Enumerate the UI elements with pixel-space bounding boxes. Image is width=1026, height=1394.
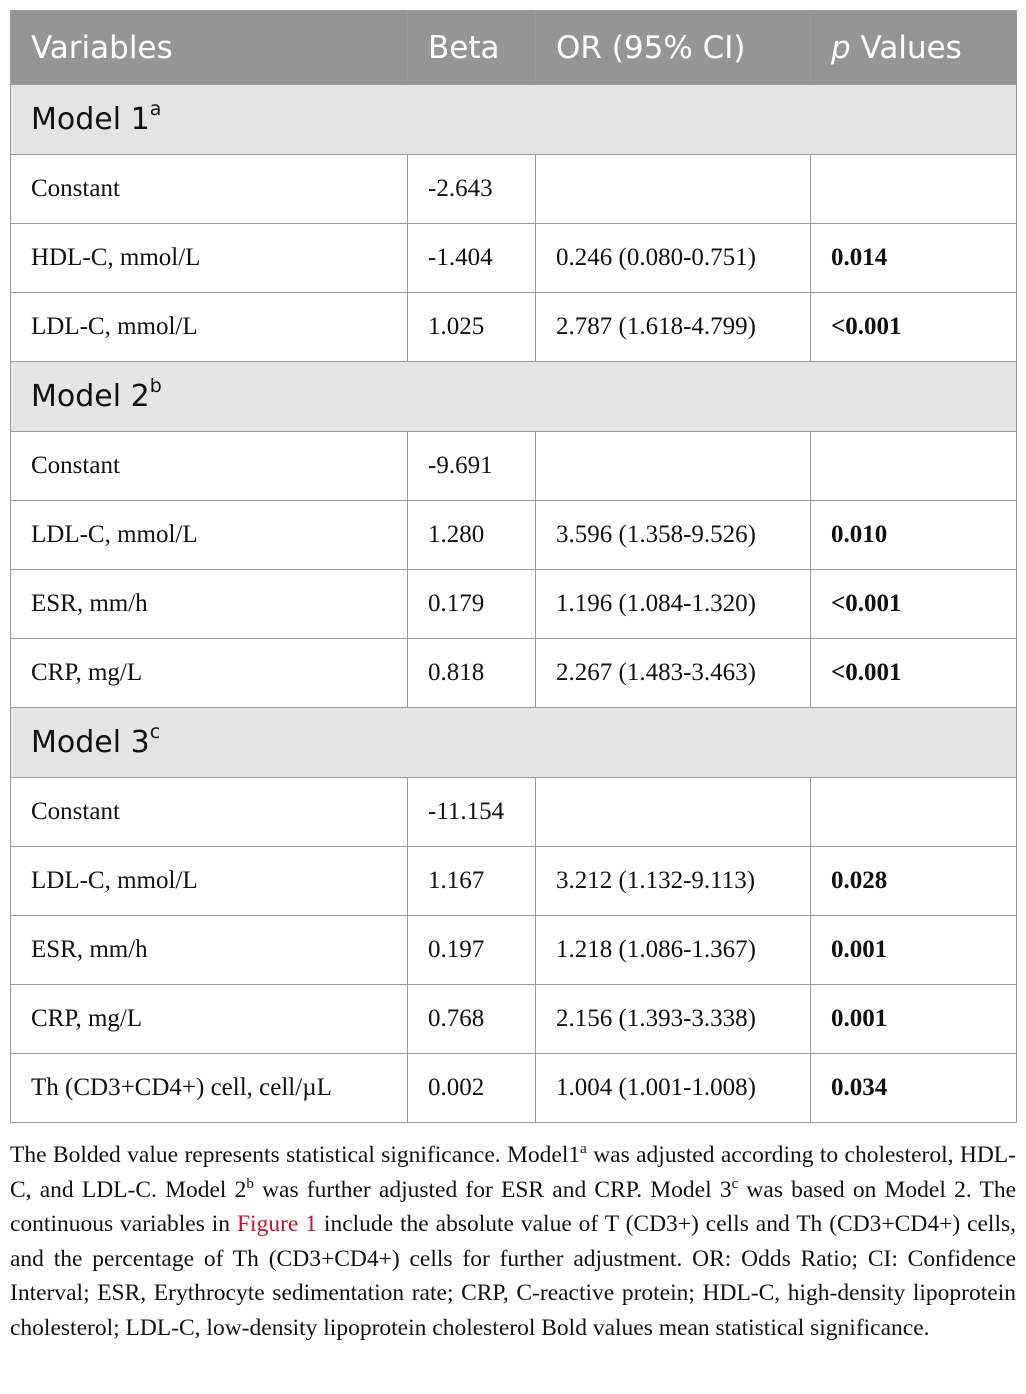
beta-cell: 0.002: [408, 1054, 536, 1123]
variable-cell: ESR, mm/h: [11, 570, 408, 639]
table-row: [11, 155, 1017, 224]
or-cell: 0.246 (0.080-0.751): [536, 224, 811, 293]
p-value-cell: 0.010: [811, 501, 1017, 570]
or-cell: 1.218 (1.086-1.367): [536, 916, 811, 985]
p-value-cell: 0.034: [811, 1054, 1017, 1123]
table-row: [11, 501, 1017, 570]
variable-cell: HDL-C, mmol/L: [11, 224, 408, 293]
model-3-label: Model 3$^c$: [11, 708, 1017, 778]
model-3-row: [11, 708, 1017, 778]
p-value-cell: [811, 155, 1017, 224]
model-1-label: Model 1$^a$: [11, 85, 1017, 155]
or-cell: 3.212 (1.132-9.113): [536, 847, 811, 916]
variable-cell: LDL-C, mmol/L: [11, 293, 408, 362]
or-cell: 1.004 (1.001-1.008): [536, 1054, 811, 1123]
or-cell: 2.267 (1.483-3.463): [536, 639, 811, 708]
regression-table-container: [10, 10, 1016, 1123]
table-row: [11, 432, 1017, 501]
p-value-cell: <0.001: [811, 570, 1017, 639]
beta-cell: 0.197: [408, 916, 536, 985]
p-value-cell: 0.014: [811, 224, 1017, 293]
table-footnote: The Bolded value represents statistical significance. Model1$^a$ was adjusted according to cholesterol, HDL-C, and LDL-C. Model 2$^b$ was further adjusted for ESR and CRP. Model 3$^c$ was based on Model 2. The continuous variables in Figure 1 include the absolute value of T (CD3+) cells and Th (CD3+CD4+) cells, and the percentage of Th (CD3+CD4+) cells for further adjustment. OR: Odds Ratio; CI: Confidence Interval; ESR, Erythrocyte sedimentation rate; CRP, C-reactive protein; HDL-C, high-density lipoprotein cholesterol; LDL-C, low-density lipoprotein cholesterol Bold values mean statistical significance.: [10, 1141, 1017, 1341]
table-row: [11, 1054, 1017, 1123]
header-variables: Variables: [11, 11, 408, 85]
regression-table: [10, 10, 1017, 1123]
table-row: [11, 639, 1017, 708]
header-p-letter: p: [831, 29, 851, 66]
beta-cell: 0.818: [408, 639, 536, 708]
beta-cell: 0.768: [408, 985, 536, 1054]
p-value-cell: 0.028: [811, 847, 1017, 916]
table-row: [11, 293, 1017, 362]
beta-cell: 1.167: [408, 847, 536, 916]
or-cell: [536, 432, 811, 501]
beta-cell: 1.280: [408, 501, 536, 570]
beta-cell: -11.154: [408, 778, 536, 847]
beta-cell: 0.179: [408, 570, 536, 639]
table-row: [11, 847, 1017, 916]
variable-cell: ESR, mm/h: [11, 916, 408, 985]
or-cell: 1.196 (1.084-1.320): [536, 570, 811, 639]
variable-cell: Th (CD3+CD4+) cell, cell/µL: [11, 1054, 408, 1123]
or-cell: 3.596 (1.358-9.526): [536, 501, 811, 570]
model-1-row: [11, 85, 1017, 155]
or-cell: 2.156 (1.393-3.338): [536, 985, 811, 1054]
model-2-label: Model 2$^b$: [11, 362, 1017, 432]
p-value-cell: 0.001: [811, 985, 1017, 1054]
beta-cell: -9.691: [408, 432, 536, 501]
variable-cell: CRP, mg/L: [11, 985, 408, 1054]
p-value-cell: [811, 432, 1017, 501]
beta-cell: -2.643: [408, 155, 536, 224]
p-value-cell: [811, 778, 1017, 847]
beta-cell: -1.404: [408, 224, 536, 293]
header-p-values: [811, 11, 1017, 85]
table-header-row: [11, 11, 1017, 85]
header-beta: Beta: [408, 11, 536, 85]
model-2-row: [11, 362, 1017, 432]
variable-cell: LDL-C, mmol/L: [11, 847, 408, 916]
p-value-cell: 0.001: [811, 916, 1017, 985]
or-cell: 2.787 (1.618-4.799): [536, 293, 811, 362]
or-cell: [536, 778, 811, 847]
or-cell: [536, 155, 811, 224]
variable-cell: LDL-C, mmol/L: [11, 501, 408, 570]
header-values-word: Values: [850, 29, 962, 66]
p-value-cell: <0.001: [811, 293, 1017, 362]
table-row: [11, 916, 1017, 985]
table-row: [11, 985, 1017, 1054]
beta-cell: 1.025: [408, 293, 536, 362]
variable-cell: Constant: [11, 778, 408, 847]
figure-1-link[interactable]: Figure 1: [236, 1211, 318, 1237]
variable-cell: Constant: [11, 155, 408, 224]
table-row: [11, 224, 1017, 293]
p-value-cell: <0.001: [811, 639, 1017, 708]
header-or-ci: OR (95% CI): [536, 11, 811, 85]
variable-cell: Constant: [11, 432, 408, 501]
table-row: [11, 778, 1017, 847]
variable-cell: CRP, mg/L: [11, 639, 408, 708]
table-row: [11, 570, 1017, 639]
